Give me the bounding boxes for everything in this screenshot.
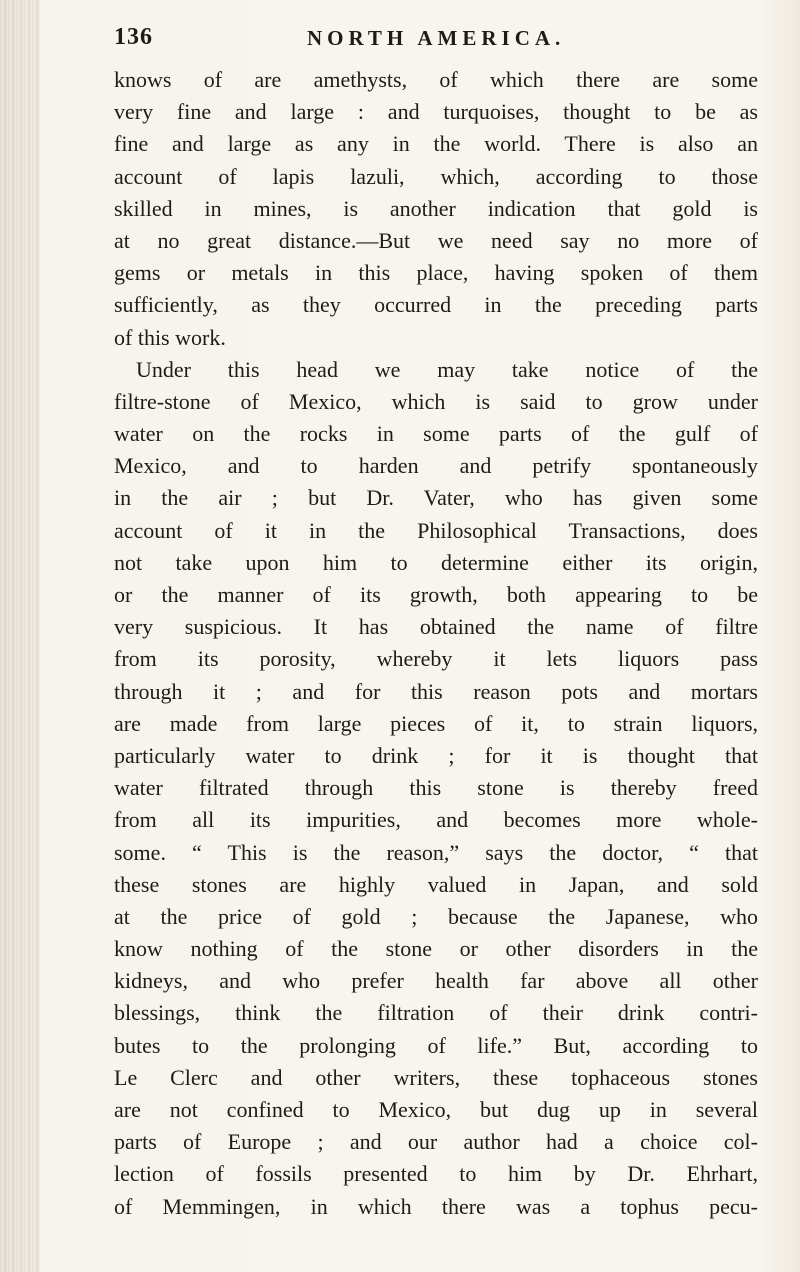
paragraph-2	[114, 354, 758, 1223]
text-line: from all its impurities, and becomes more whole-	[114, 807, 758, 833]
text-line: or the manner of its growth, both appearing to be	[114, 582, 758, 607]
text-line: know nothing of the stone or other disorders in the	[114, 936, 758, 962]
text-line: some. “ This is the reason,” says the doctor, “ that	[114, 839, 758, 865]
text-line: Mexico, and to harden and petrify spontaneously	[114, 453, 758, 479]
text-line: are made from large pieces of it, to strain liquors,	[114, 710, 758, 736]
text-line: filtre-stone of Mexico, which is said to grow under	[114, 388, 758, 414]
text-line: lection of fossils presented to him by Dr. Ehrhart,	[114, 1161, 758, 1187]
text-line: parts of Europe ; and our author had a choice col-	[114, 1129, 758, 1155]
text-line: of this work.	[114, 324, 226, 350]
text-line: fine and large as any in the world. There is also an	[114, 131, 758, 157]
text-line: at no great distance.—But we need say no more of	[114, 227, 758, 253]
text-line: kidneys, and who prefer health far above all other	[114, 968, 758, 994]
text-line: skilled in mines, is another indication that gold is	[114, 195, 758, 221]
text-line: at the price of gold ; because the Japanese, who	[114, 903, 758, 929]
text-line: very fine and large : and turquoises, thought to be as	[114, 99, 758, 125]
text-line: not take upon him to determine either its origin,	[114, 549, 758, 575]
text-line: water filtrated through this stone is thereby freed	[114, 775, 758, 801]
text-line: account of it in the Philosophical Transactions, does	[114, 517, 758, 543]
text-line: gems or metals in this place, having spoken of them	[114, 260, 758, 286]
text-line: of Memmingen, in which there was a tophus pecu-	[114, 1193, 758, 1219]
text-line: Le Clerc and other writers, these tophaceous stones	[114, 1064, 758, 1090]
text-line: particularly water to drink ; for it is thought that	[114, 742, 758, 768]
running-title: NORTH AMERICA.	[307, 26, 566, 50]
text-line: account of lapis lazuli, which, according to those	[114, 163, 758, 189]
text-line: butes to the prolonging of life.” But, according to	[114, 1032, 758, 1058]
page-number: 136	[114, 24, 153, 50]
text-line: these stones are highly valued in Japan, and sold	[114, 871, 758, 897]
page-binding-edge	[0, 0, 40, 1272]
text-line: from its porosity, whereby it lets liquors pass	[114, 646, 758, 672]
page-header	[114, 24, 754, 60]
text-line: Under this head we may take notice of the	[136, 356, 758, 382]
text-line: in the air ; but Dr. Vater, who has given some	[114, 485, 758, 511]
body-text	[114, 64, 758, 1223]
text-line: blessings, think the filtration of their drink contri-	[114, 1000, 758, 1026]
text-line: are not confined to Mexico, but dug up in several	[114, 1097, 758, 1122]
text-line: through it ; and for this reason pots and mortars	[114, 678, 758, 704]
paragraph-1	[114, 64, 758, 354]
text-line: water on the rocks in some parts of the gulf of	[114, 421, 758, 447]
text-line: very suspicious. It has obtained the name of filtre	[114, 614, 758, 640]
text-line: knows of are amethysts, of which there are some	[114, 67, 758, 92]
text-line: sufficiently, as they occurred in the preceding parts	[114, 292, 758, 318]
